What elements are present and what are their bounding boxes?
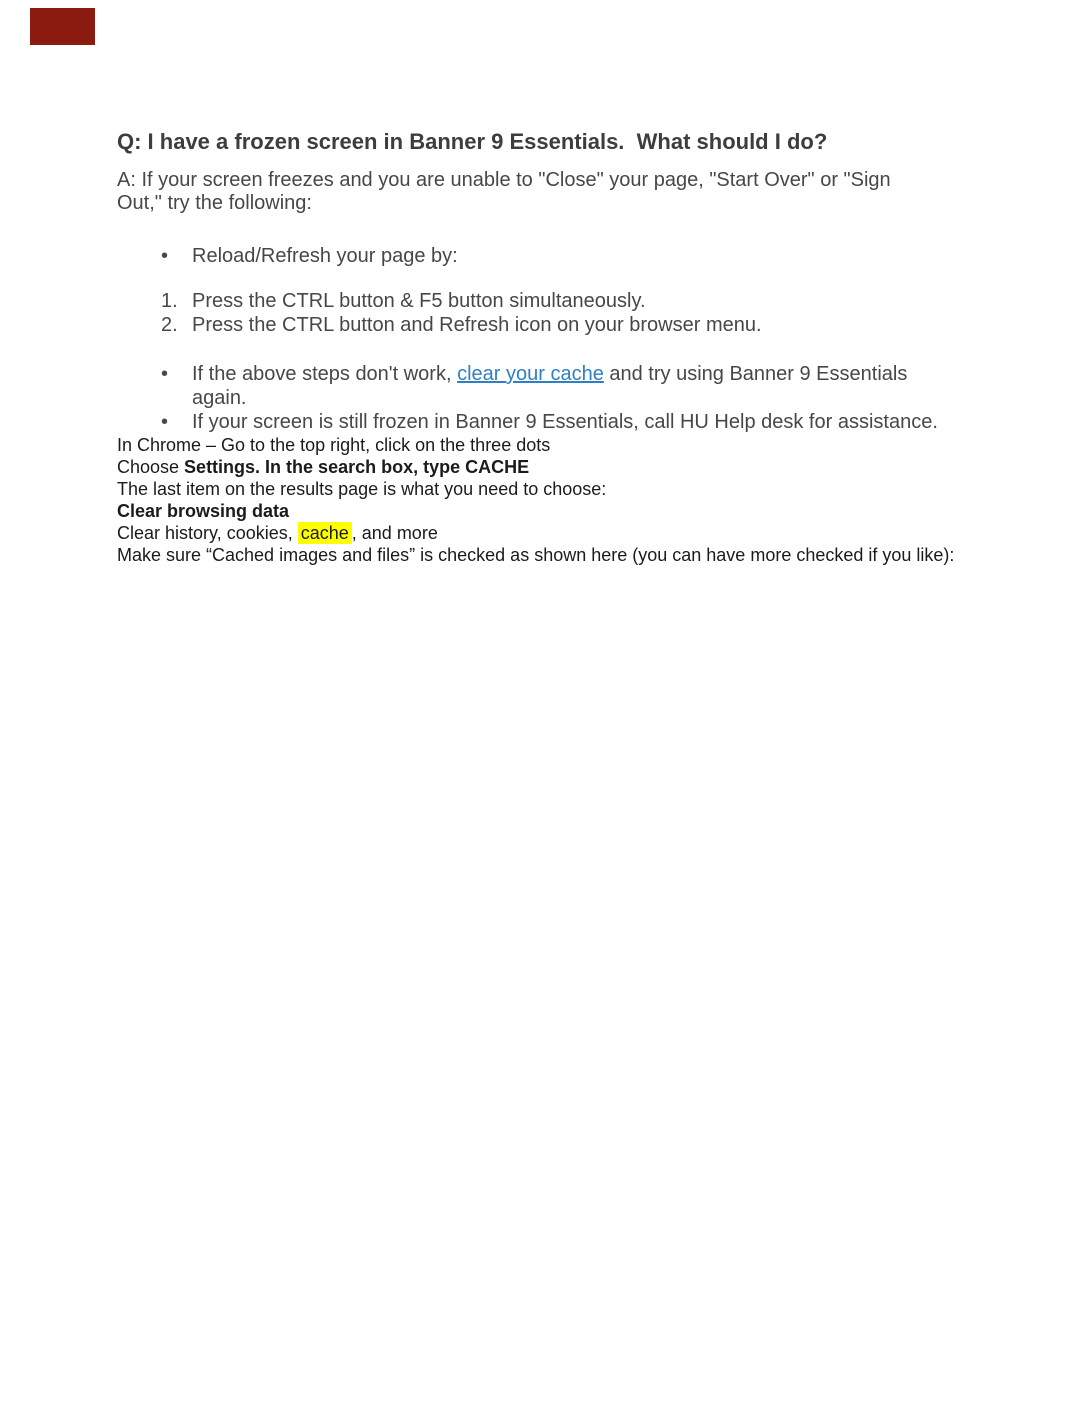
list-item-text [192,363,983,410]
cache-text-line-2: again. [192,387,247,409]
list-item-step-2 [117,314,983,338]
choose-settings-instruction [117,456,983,478]
list-number: 1. [161,290,178,312]
answer-paragraph [117,169,983,215]
chrome-instruction: In Chrome – Go to the top right, click on the three dots [117,435,551,455]
list-item-step-1 [117,290,983,314]
cache-text-post: and try using Banner 9 Essentials [603,363,908,385]
list-number: 2. [161,313,178,336]
clear-browsing-data-text: Clear browsing data [117,501,290,521]
clear-history-pre: Clear history, cookies, [117,523,298,543]
list-item-cache [117,362,983,410]
results-page-instruction: The last item on the results page is what you need to choose: [117,479,607,499]
list-item-reload [117,244,983,268]
clear-history-post: , and more [351,523,438,543]
list-item-text: Press the CTRL button & F5 button simultaneously. [192,290,646,312]
answer-line-1: A: If your screen freezes and you are unable to "Close" your page, "Start Over" or "Sign [117,169,891,191]
list-item-text: Reload/Refresh your page by: [192,245,458,267]
bullet-icon: • [161,411,169,433]
bullet-icon: • [161,363,169,385]
choose-text: Choose [117,457,185,477]
bullet-icon: • [161,245,169,267]
choose-bold-text: Settings. In the search box, type CACHE [184,457,530,477]
cache-text-pre: If the above steps don't work, [192,363,458,385]
list-item-frozen [117,410,983,434]
clear-cache-link[interactable]: clear your cache [457,363,604,385]
answer-line-2: Out," try the following: [117,192,312,214]
list-item-text: Press the CTRL button and Refresh icon on your browser menu. [192,313,762,336]
document-content [0,129,1088,566]
clear-history-line [117,522,983,544]
make-sure-instruction: Make sure “Cached images and files” is checked as shown here (you can have more checked if you like): [117,545,955,565]
refresh-steps-list [117,290,983,337]
reload-bullet-list [117,244,983,268]
list-item-text: If your screen is still frozen in Banner 9 Essentials, call HU Help desk for assistance. [192,411,938,433]
highlighted-cache-text: cache [298,522,352,544]
clear-browsing-data-label [117,500,983,522]
question-heading: Q: I have a frozen screen in Banner 9 Essentials. What should I do? [117,129,828,154]
redacted-logo [30,8,95,45]
cache-bullet-list [117,362,983,434]
